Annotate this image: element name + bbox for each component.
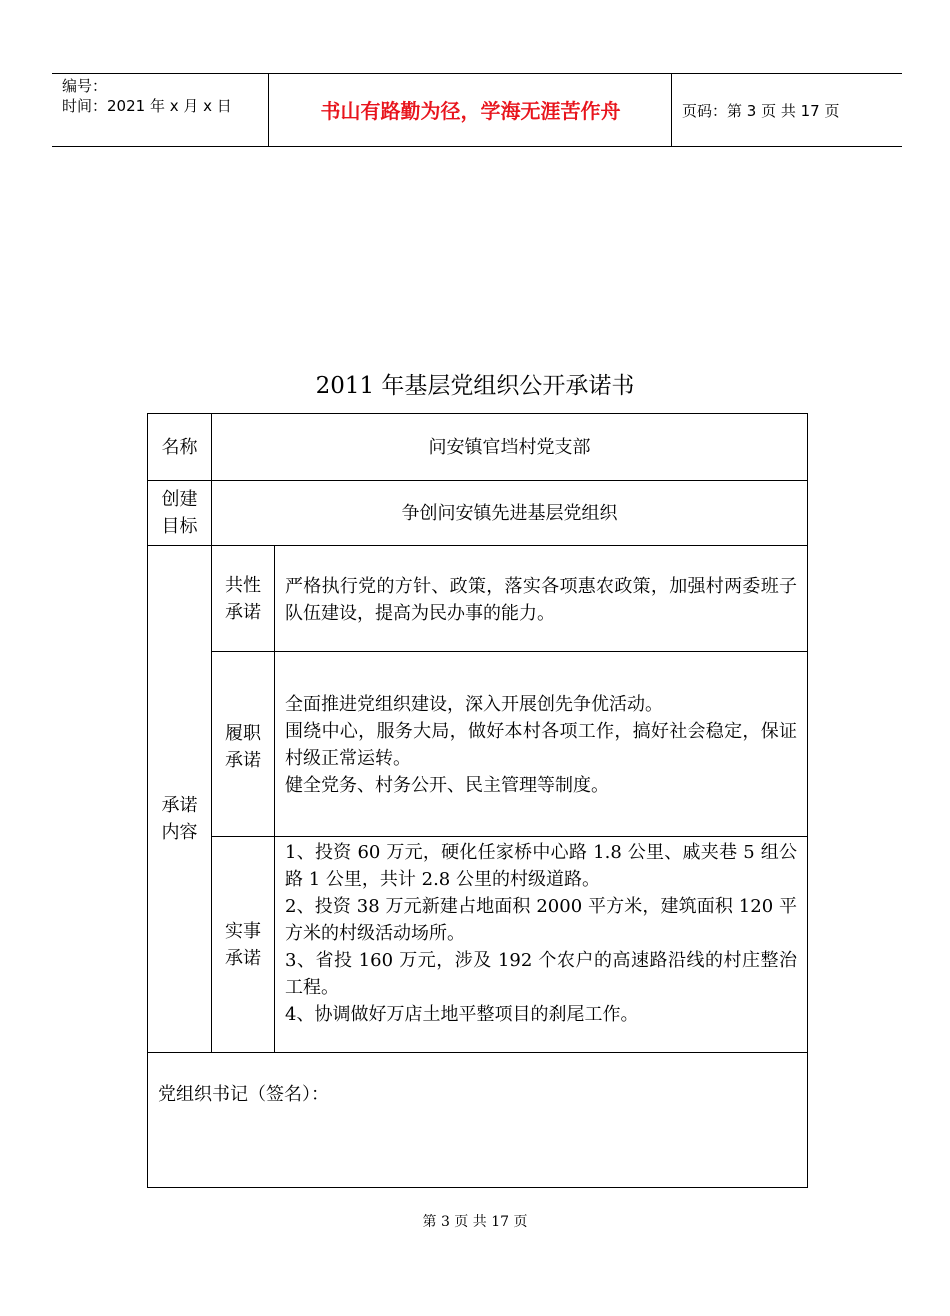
practical-label: 实事承诺 — [225, 921, 261, 969]
row-rule — [148, 1052, 807, 1053]
commitment-label: 承诺内容 — [161, 795, 198, 843]
name-value: 问安镇官垱村党支部 — [428, 436, 591, 458]
signature-label: 党组织书记（签名）： — [158, 1084, 329, 1105]
duty-line: 全面推进党组织建设，深入开展创先争优活动。 — [285, 694, 663, 715]
duty-line: 健全党务、村务公开、民主管理等制度。 — [285, 775, 609, 796]
practical-line: 2、投资 38 万元新建占地面积 2000 平方米，建筑面积 120 平方米的村级活动场所。 — [285, 896, 797, 944]
name-label-cell — [148, 414, 211, 480]
goal-label-cell — [148, 481, 211, 545]
header-divider — [671, 74, 672, 147]
duty-label-cell — [212, 652, 274, 836]
common-label-cell — [212, 546, 274, 651]
duty-line: 围绕中心，服务大局，做好本村各项工作，搞好社会稳定，保证村级正常运转。 — [285, 721, 797, 769]
practical-text — [285, 839, 797, 1028]
page-footer: 第 3 页 共 17 页 — [422, 1214, 528, 1230]
number-label: 编号： — [62, 77, 108, 95]
practical-line: 3、省投 160 万元，涉及 192 个农户的高速路沿线的村庄整治工程。 — [285, 950, 797, 998]
time-label: 时间：2021 年 x 月 x 日 — [62, 97, 232, 115]
practical-label-cell — [212, 837, 274, 1052]
header-motto: 书山有路勤为径，学海无涯苦作舟 — [320, 99, 621, 123]
practical-line: 4、协调做好万店土地平整项目的刹尾工作。 — [285, 1004, 639, 1025]
header-bottom-rule — [52, 146, 902, 147]
name-label: 名称 — [161, 436, 198, 458]
common-label: 共性承诺 — [225, 575, 261, 623]
column-rule — [274, 545, 275, 1052]
header-divider — [268, 74, 269, 147]
common-text: 严格执行党的方针、政策，落实各项惠农政策，加强村两委班子队伍建设，提高为民办事的能力。 — [285, 576, 797, 624]
row-rule — [211, 836, 807, 837]
commitment-label-cell — [148, 546, 211, 1052]
commitment-table — [147, 413, 808, 1188]
header-top-rule — [52, 73, 902, 74]
header-meta — [62, 76, 232, 116]
name-value-cell — [212, 414, 807, 480]
practical-line: 1、投资 60 万元，硬化任家桥中心路 1.8 公里、戚夹巷 5 组公路 1 公里，共计 2.8 公里的村级道路。 — [285, 842, 797, 890]
duty-text — [285, 691, 797, 799]
header-page-info: 页码：第 3 页 共 17 页 — [682, 102, 840, 120]
duty-label: 履职承诺 — [225, 723, 261, 771]
goal-value-cell — [212, 481, 807, 545]
row-rule — [211, 651, 807, 652]
goal-label: 创建目标 — [161, 489, 198, 537]
goal-value: 争创问安镇先进基层党组织 — [401, 502, 618, 524]
document-title: 2011 年基层党组织公开承诺书 — [315, 373, 635, 399]
